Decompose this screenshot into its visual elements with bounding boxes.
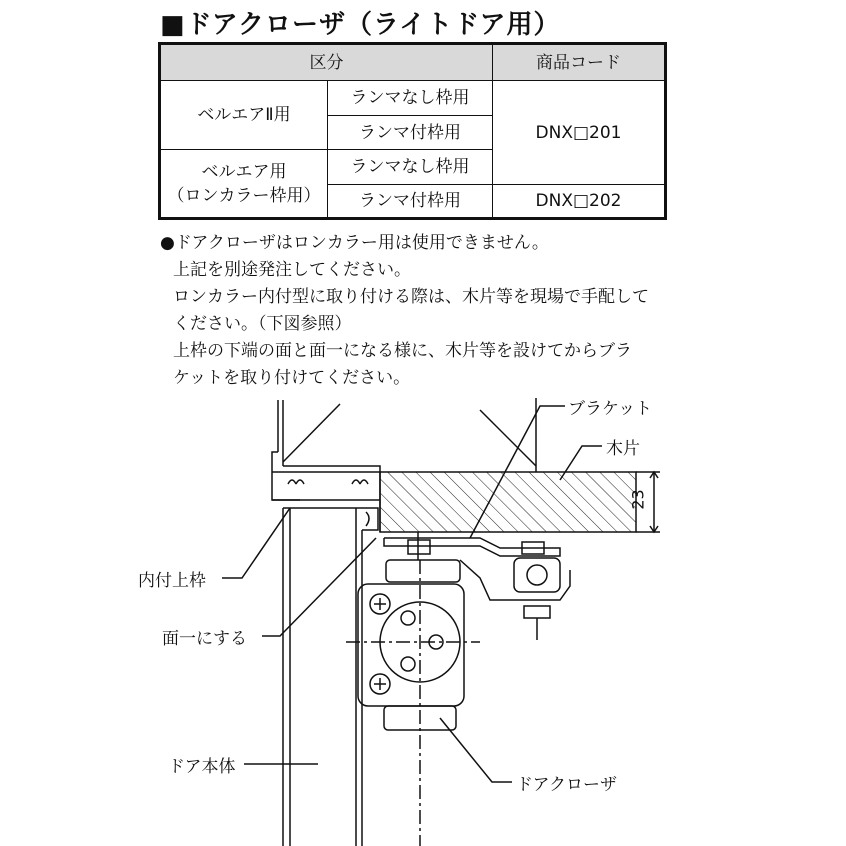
note-line: 上記を別途発注してください。 xyxy=(173,260,411,280)
label-closer: ドアクローザ xyxy=(516,775,617,795)
sub-tsuki-1: ランマ付枠用 xyxy=(359,122,461,143)
label-wood: 木片 xyxy=(606,439,640,459)
leader-line xyxy=(480,410,536,466)
door-closer xyxy=(346,560,480,846)
leader-flush xyxy=(262,538,376,636)
code-202: DNX□202 xyxy=(535,191,622,211)
leader-closer xyxy=(440,718,512,782)
sub-tsuki-2: ランマ付枠用 xyxy=(359,191,461,211)
label-dimension: 23 xyxy=(628,489,648,510)
note-line: 上枠の下端の面と面一になる様に、木片等を設けてからブラ xyxy=(173,341,632,361)
header-kubun: 区分 xyxy=(161,45,492,80)
sub-nashi-1: ランマなし枠用 xyxy=(350,88,470,108)
note-line: ください。（下図参照） xyxy=(173,314,352,334)
note-line: ロンカラー内付型に取り付ける際は、木片等を現場で手配して xyxy=(173,287,649,307)
upper-frame xyxy=(272,400,380,532)
wood-piece xyxy=(380,472,636,532)
page-title: ■ドアクローザ（ライトドア用） xyxy=(160,10,561,40)
door-body xyxy=(283,508,362,846)
label-bracket: ブラケット xyxy=(568,399,653,419)
label-frame: 内付上枠 xyxy=(138,571,206,591)
group-bellair-line2: （ロンカラー枠用） xyxy=(167,185,321,206)
label-door: ドア本体 xyxy=(168,757,236,777)
code-201: DNX□201 xyxy=(535,122,622,143)
group-bellair-line1: ベルエア用 xyxy=(201,161,287,182)
header-code: 商品コード xyxy=(493,45,664,80)
leader-frame xyxy=(222,508,290,578)
note-line: ケットを取り付けてください。 xyxy=(173,368,411,388)
note-line: ●ドアクローザはロンカラー用は使用できません。 xyxy=(160,233,549,253)
group-bellair2: ベルエアⅡ用 xyxy=(197,105,291,125)
label-flush: 面一にする xyxy=(162,629,247,649)
sub-nashi-2: ランマなし枠用 xyxy=(350,157,470,177)
